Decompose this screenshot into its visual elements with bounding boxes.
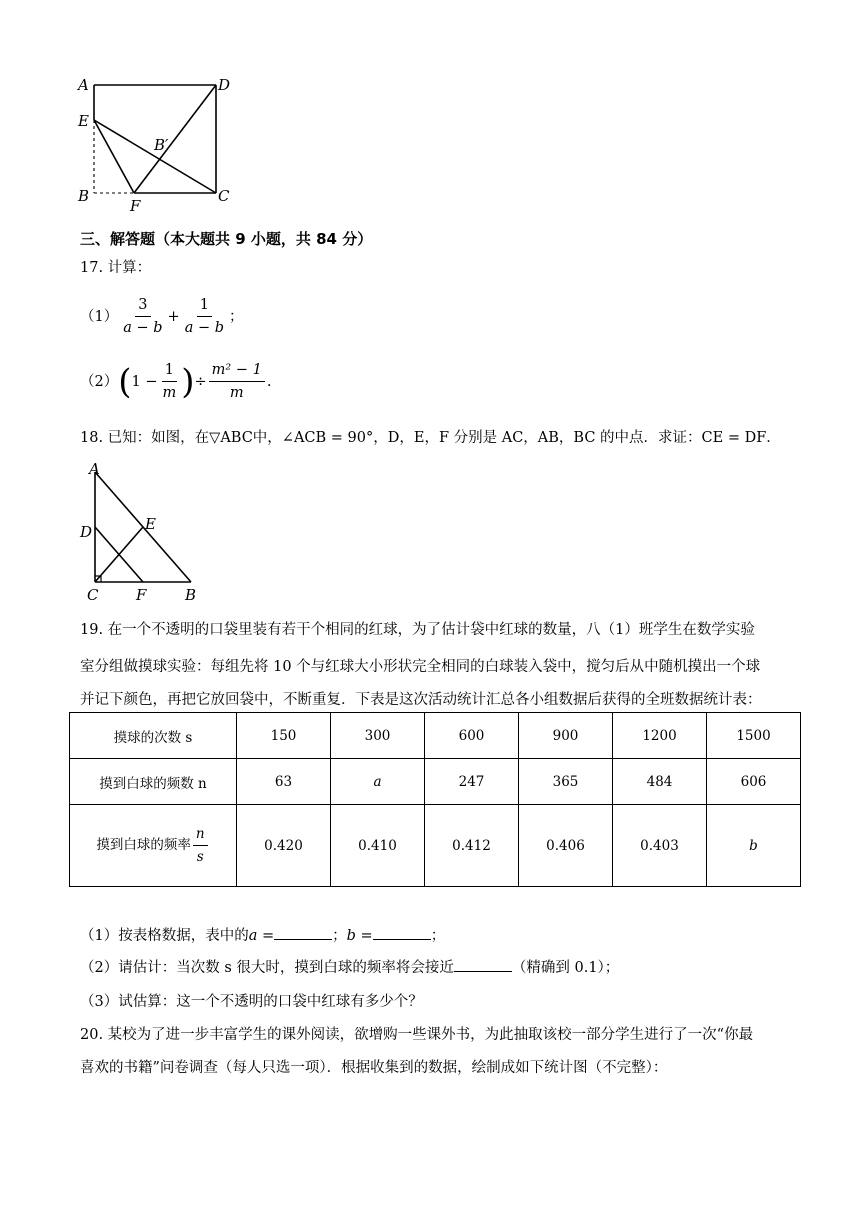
q19-line2: 室分组做摸球实验：每组先将 10 个与红球大小形状完全相同的白球装入袋中，搅匀后从中随机摸出一个球	[80, 659, 761, 675]
table-row: 摸到白球的频数 n 63 a 247 365 484 606	[70, 759, 801, 805]
q20-line2: 喜欢的书籍”问卷调查（每人只选一项）．根据收集到的数据，绘制成如下统计图（不完整）：	[80, 1060, 668, 1076]
tri-label-B: B	[185, 586, 197, 604]
fold-square-figure	[70, 70, 250, 215]
answer-blank-a[interactable]	[274, 939, 332, 940]
section-title: 三、解答题（本大题共 9 小题，共 84 分）	[80, 230, 373, 248]
q20-line1: 20. 某校为了进一步丰富学生的课外阅读，欲增购一些课外书，为此抽取该校一部分学生进行了一次“你最	[80, 1027, 754, 1043]
q17-part2-label: （2）	[80, 373, 119, 390]
q17-part1-fraction2: $\frac{1}{a - b}$	[184, 297, 224, 336]
q17-part2: （2） ( 1 − $\frac{1}{m}$ ) ÷ $\frac{\text{m² − 1}}{m}$ .	[80, 361, 272, 402]
q17-stem: 17. 计算：	[80, 260, 152, 276]
q19-sub3: （3）试估算：这一个不透明的口袋中红球有多少个？	[80, 994, 423, 1010]
q17-part1-label: （1）	[80, 308, 119, 325]
label-C: C	[218, 187, 230, 205]
label-B-prime: B′	[154, 136, 169, 154]
row-header-frequency: 摸到白球的频率 $\frac{n}{s}$	[70, 805, 237, 887]
q17-part2-fraction2: $\frac{\text{m² − 1}}{m}$	[209, 361, 265, 402]
q19-line1: 19. 在一个不透明的口袋里装有若干个相同的红球，为了估计袋中红球的数量，八（1）班学生在数学实验	[80, 622, 755, 638]
table-row: 摸球的次数 s 150 300 600 900 1200 1500	[70, 713, 801, 759]
q19-line3: 并记下颜色，再把它放回袋中，不断重复．下表是这次活动统计汇总各小组数据后获得的全班数据统计表：	[80, 692, 762, 708]
label-F: F	[130, 197, 141, 215]
tri-label-E: E	[145, 515, 156, 533]
label-D: D	[218, 76, 231, 94]
q17-part1: （1） $\frac{3}{a - b}$ + $\frac{1}{a - b}$ ；	[80, 297, 244, 336]
q19-sub1: （1）按表格数据，表中的a = ；b = ；	[80, 928, 446, 944]
q19-sub2: （2）请估计：当次数 s 很大时，摸到白球的频率将会接近 （精确到 0.1）；	[80, 960, 620, 976]
label-A: A	[78, 76, 89, 94]
row-header-trials: 摸球的次数 s	[70, 713, 237, 759]
label-E: E	[78, 112, 89, 130]
right-triangle-figure	[75, 460, 210, 605]
tri-label-A: A	[89, 460, 100, 478]
tri-label-F: F	[136, 586, 147, 604]
frequency-table	[69, 712, 801, 887]
row-header-count: 摸到白球的频数 n	[70, 759, 237, 805]
answer-blank-b[interactable]	[373, 939, 431, 940]
q17-part1-fraction1: $\frac{3}{a - b}$	[123, 297, 163, 336]
table-row: 摸到白球的频率 $\frac{n}{s}$ 0.420 0.410 0.412 0.406 0.403 b	[70, 805, 801, 887]
tri-label-C: C	[87, 586, 99, 604]
label-B: B	[78, 187, 90, 205]
q17-part2-fraction1: $\frac{1}{m}$	[162, 362, 177, 401]
tri-label-D: D	[80, 523, 93, 541]
q18-text: 18. 已知：如图，在▽ABC中，∠ACB = 90°，D，E，F 分别是 AC，AB，BC 的中点．求证：CE = DF．	[80, 430, 781, 446]
answer-blank-estimate[interactable]	[454, 971, 512, 972]
